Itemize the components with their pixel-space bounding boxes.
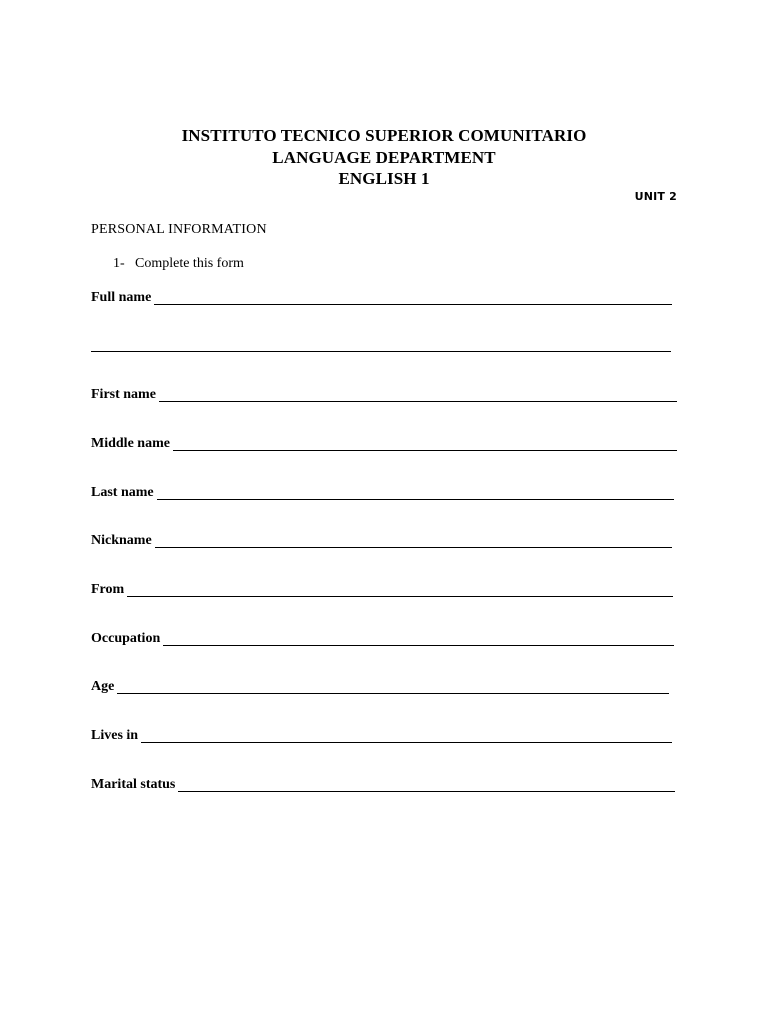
last-name-label: Last name	[91, 485, 154, 500]
lives-in-blank[interactable]	[141, 726, 672, 743]
instruction-number: 1-	[113, 256, 125, 271]
age-label: Age	[91, 679, 115, 694]
middle-name-label: Middle name	[91, 436, 170, 451]
document-header	[0, 125, 768, 190]
marital-status-label: Marital status	[91, 777, 176, 792]
occupation-label: Occupation	[91, 631, 161, 646]
occupation-field[interactable]	[91, 629, 674, 647]
middle-name-blank[interactable]	[173, 434, 677, 451]
lives-in-field[interactable]	[91, 726, 672, 744]
full-name-blank[interactable]	[154, 288, 672, 305]
full-name-label: Full name	[91, 290, 152, 305]
marital-status-blank[interactable]	[178, 775, 675, 792]
from-blank[interactable]	[127, 580, 673, 597]
unit-label: UNIT 2	[634, 190, 677, 203]
institution-name: INSTITUTO TECNICO SUPERIOR COMUNITARIO	[181, 126, 587, 145]
department-name: LANGUAGE DEPARTMENT	[272, 147, 496, 167]
instruction	[113, 256, 244, 272]
last-name-field[interactable]	[91, 483, 674, 501]
from-field[interactable]	[91, 580, 673, 598]
from-label: From	[91, 582, 125, 597]
full-name-field[interactable]	[91, 288, 672, 306]
first-name-field[interactable]	[91, 385, 677, 403]
age-field[interactable]	[91, 677, 669, 695]
section-title: PERSONAL INFORMATION	[91, 222, 267, 237]
course-name: ENGLISH 1	[338, 169, 430, 188]
nickname-label: Nickname	[91, 533, 152, 548]
nickname-field[interactable]	[91, 531, 672, 549]
lives-in-label: Lives in	[91, 728, 139, 743]
first-name-blank[interactable]	[159, 385, 677, 402]
first-name-label: First name	[91, 387, 156, 402]
last-name-blank[interactable]	[157, 483, 674, 500]
nickname-blank[interactable]	[155, 531, 672, 548]
full-name-continuation-blank[interactable]	[91, 351, 671, 352]
marital-status-field[interactable]	[91, 775, 675, 793]
age-blank[interactable]	[117, 677, 669, 694]
instruction-text: Complete this form	[135, 256, 244, 271]
occupation-blank[interactable]	[163, 629, 674, 646]
middle-name-field[interactable]	[91, 434, 677, 452]
